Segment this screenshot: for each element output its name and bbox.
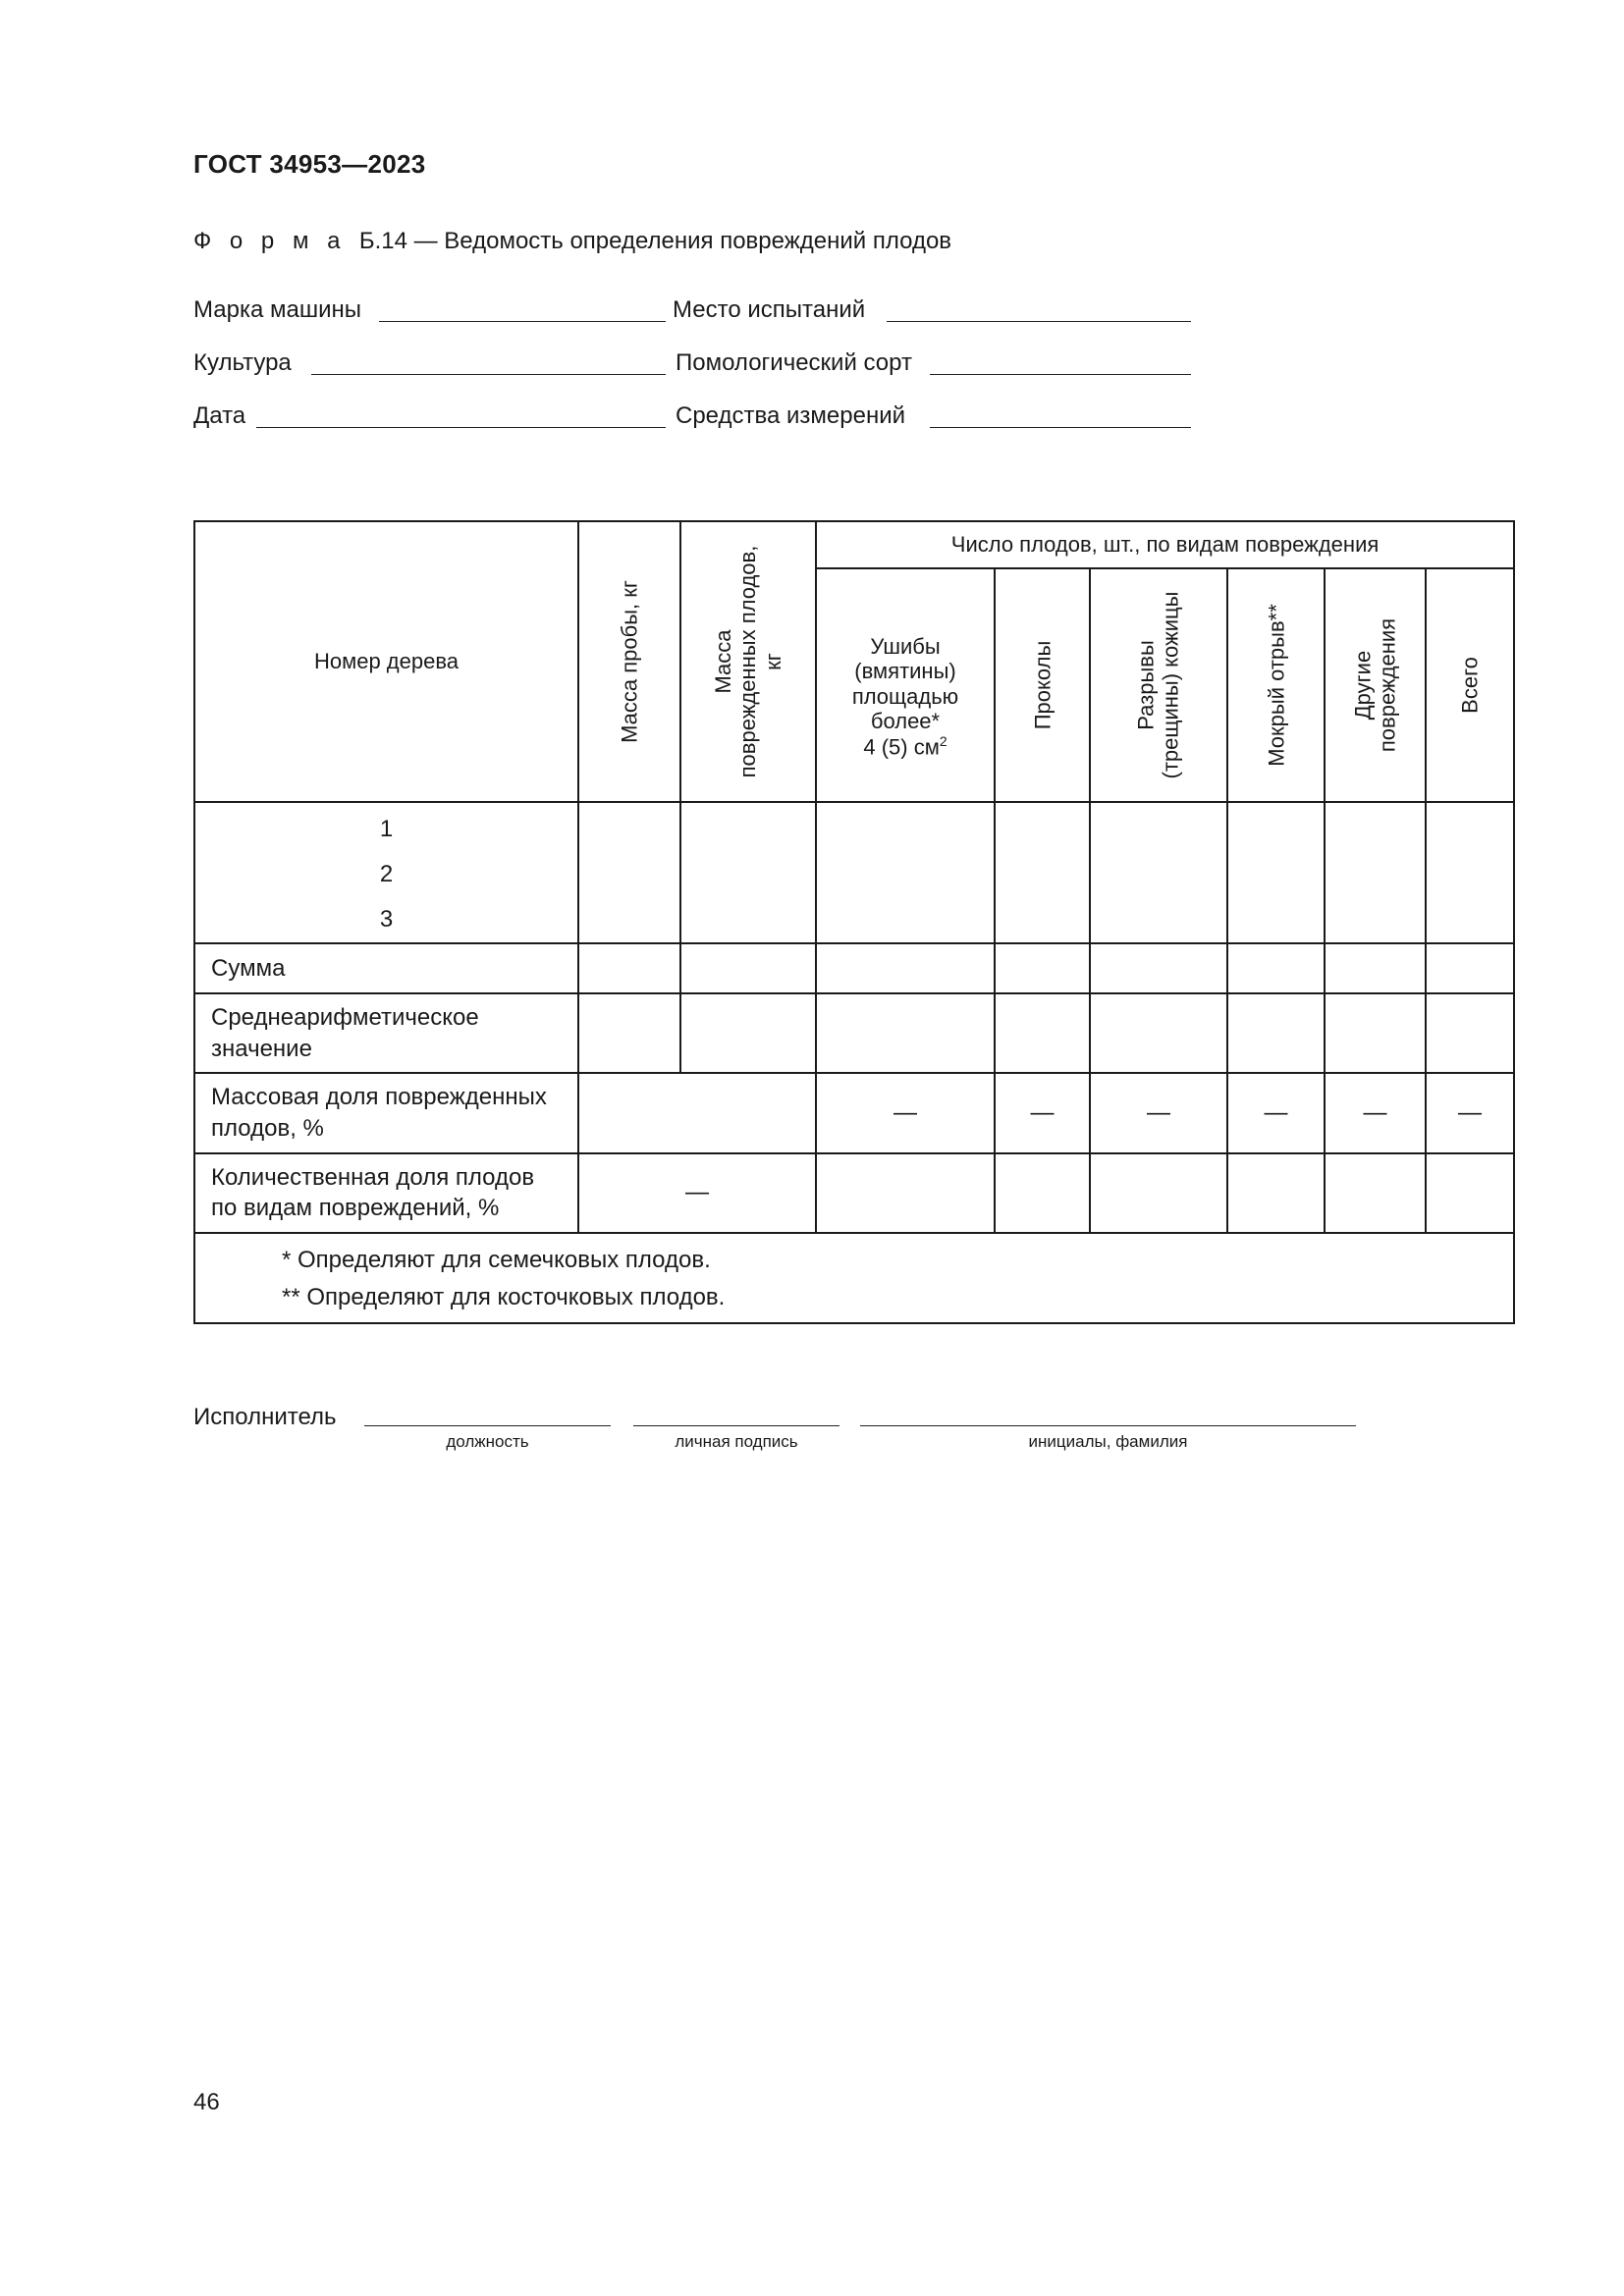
signature-label: Исполнитель (193, 1404, 337, 1430)
header-tears-line1: Разрывы (1133, 640, 1159, 730)
table-cell[interactable] (995, 943, 1090, 993)
table-cell[interactable] (1325, 943, 1426, 993)
header-tears-text (1134, 592, 1184, 779)
header-other-line1: Другие (1350, 650, 1376, 721)
table-cell[interactable] (1426, 1153, 1514, 1233)
header-bruises-sup: 2 (939, 733, 947, 750)
table-cell[interactable] (1426, 802, 1514, 943)
note-stone-fruits: ** Определяют для косточковых плодов. (282, 1284, 726, 1311)
tree-number: 2 (379, 861, 394, 887)
table-notes (194, 1233, 1514, 1323)
table-cell[interactable] (1227, 802, 1325, 943)
header-damaged-mass-line3: кг (760, 653, 785, 670)
header-tears (1090, 568, 1227, 802)
header-damaged-mass-line2: поврежденных плодов, (735, 545, 761, 778)
dash-cell: — (816, 1073, 995, 1152)
table-cell[interactable] (995, 993, 1090, 1073)
header-other-text (1350, 618, 1400, 752)
header-total (1426, 568, 1514, 802)
field-date-line[interactable] (256, 427, 666, 428)
table-cell[interactable] (1227, 993, 1325, 1073)
table-cell[interactable] (1325, 993, 1426, 1073)
header-damaged-mass (680, 521, 816, 802)
table-cell[interactable] (1090, 943, 1227, 993)
header-punctures-text: Проколы (1029, 640, 1055, 730)
header-wet-tear (1227, 568, 1325, 802)
table-cell[interactable] (680, 993, 816, 1073)
table-cell[interactable] (816, 943, 995, 993)
tree-number: 3 (379, 906, 394, 933)
header-tears-line2: (трещины) кожицы (1159, 591, 1183, 779)
table-cell[interactable] (578, 802, 680, 943)
header-damaged-mass-line1: Масса (711, 629, 736, 694)
row-count-share-label (194, 1153, 578, 1233)
form-title (193, 228, 951, 255)
document-code: ГОСТ 34953—2023 (193, 149, 426, 179)
table-cell[interactable] (995, 1153, 1090, 1233)
field-test-site-label: Место испытаний (673, 296, 866, 323)
header-tree-number: Номер дерева (194, 521, 578, 802)
header-wet-tear-text: Мокрый отрыв** (1263, 604, 1288, 767)
dash-cell: — (1227, 1073, 1325, 1152)
header-punctures (995, 568, 1090, 802)
header-damaged-mass-text (711, 546, 785, 778)
table-cell[interactable] (1426, 993, 1514, 1073)
header-sample-mass (578, 521, 680, 802)
field-machine-brand-label: Марка машины (193, 296, 362, 323)
dash-cell: — (995, 1073, 1090, 1152)
header-total-text: Всего (1457, 657, 1483, 714)
header-sample-mass-text: Масса пробы, кг (617, 580, 642, 743)
table-cell[interactable] (816, 993, 995, 1073)
field-test-site-line[interactable] (887, 321, 1191, 322)
field-culture-line[interactable] (311, 374, 666, 375)
field-culture-label: Культура (193, 349, 292, 376)
table-cell[interactable] (995, 802, 1090, 943)
table-cell[interactable] (1090, 993, 1227, 1073)
table-cell[interactable] (1227, 943, 1325, 993)
header-bruises-line1: Ушибы (870, 634, 941, 660)
table-cell[interactable] (578, 1073, 816, 1152)
form-label: Ф о р м а (193, 228, 347, 254)
header-bruises-line3: площадью (851, 683, 959, 709)
damage-table (193, 520, 1515, 1324)
header-bruises-area: 4 (5) см (863, 734, 940, 760)
table-cell[interactable] (680, 802, 816, 943)
signature-name-line[interactable] (860, 1425, 1356, 1426)
signature-sign-caption: личная подпись (675, 1432, 798, 1451)
table-cell[interactable] (1325, 1153, 1426, 1233)
tree-numbers-cell (194, 802, 578, 943)
row-mass-share-line1: Массовая доля поврежденных (211, 1084, 547, 1111)
row-mean-line1: Среднеарифметическое (211, 1004, 479, 1031)
header-bruises-line4: более* (870, 708, 941, 733)
row-mass-share-label (194, 1073, 578, 1152)
field-machine-brand-line[interactable] (379, 321, 666, 322)
field-measuring-tools-line[interactable] (930, 427, 1191, 428)
row-count-share-line2: по видам повреждений, % (211, 1195, 500, 1222)
field-date-label: Дата (193, 402, 246, 429)
header-bruises-line2: (вмятины) (854, 659, 956, 684)
header-bruises (816, 568, 995, 802)
table-cell[interactable] (816, 802, 995, 943)
header-bruises-line5 (817, 733, 994, 760)
table-cell[interactable] (1325, 802, 1426, 943)
dash-cell: — (1325, 1073, 1426, 1152)
field-variety-line[interactable] (930, 374, 1191, 375)
row-mass-share-line2: плодов, % (211, 1115, 324, 1143)
page-number: 46 (193, 2089, 220, 2115)
table-cell[interactable] (816, 1153, 995, 1233)
table-cell[interactable] (1227, 1153, 1325, 1233)
table-cell[interactable] (680, 943, 816, 993)
dash-cell: — (1090, 1073, 1227, 1152)
signature-sign-line[interactable] (633, 1425, 839, 1426)
field-measuring-tools-label: Средства измерений (676, 402, 906, 429)
row-mean-label (194, 993, 578, 1073)
table-cell[interactable] (1426, 943, 1514, 993)
table-cell[interactable] (1090, 1153, 1227, 1233)
table-cell[interactable] (1090, 802, 1227, 943)
field-variety-label: Помологический сорт (676, 349, 912, 376)
note-seed-fruits: * Определяют для семечковых плодов. (282, 1247, 711, 1274)
header-damage-group: Число плодов, шт., по видам повреждения (816, 521, 1514, 568)
signature-position-line[interactable] (364, 1425, 611, 1426)
signature-name-caption: инициалы, фамилия (1028, 1432, 1188, 1451)
signature-position-caption: должность (446, 1432, 529, 1451)
dash-cell: — (578, 1153, 816, 1233)
row-sum-label: Сумма (194, 943, 578, 993)
table-cell[interactable] (578, 993, 680, 1073)
tree-number: 1 (379, 816, 394, 842)
form-name: Б.14 — Ведомость определения повреждений плодов (358, 228, 952, 254)
header-other (1325, 568, 1426, 802)
dash-cell: — (1426, 1073, 1514, 1152)
header-other-line2: повреждения (1375, 617, 1400, 753)
row-mean-line2: значение (211, 1035, 312, 1062)
table-cell[interactable] (578, 943, 680, 993)
row-count-share-line1: Количественная доля плодов (211, 1163, 535, 1191)
